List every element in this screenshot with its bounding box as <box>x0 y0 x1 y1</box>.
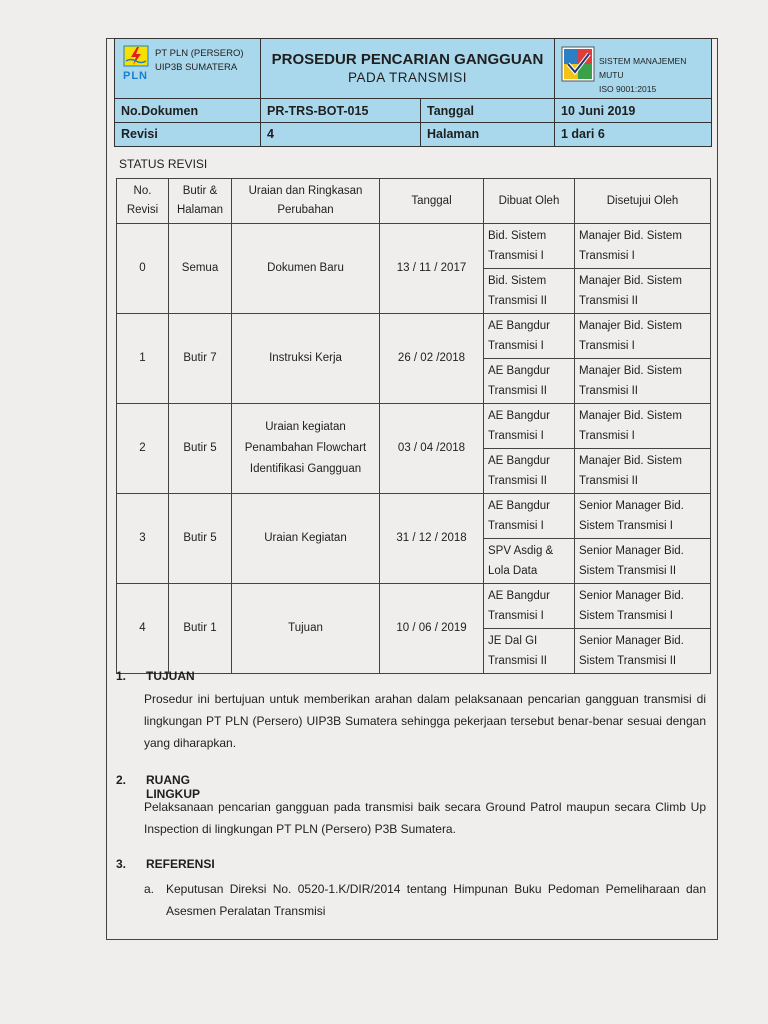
butir-cell: Semua <box>169 224 232 314</box>
dibuat-cell: AE Bangdur Transmisi I <box>484 404 575 449</box>
dibuat-cell: Bid. Sistem Transmisi II <box>484 269 575 314</box>
disetujui-cell: Manajer Bid. Sistem Transmisi II <box>575 449 711 494</box>
company-line-1: PT PLN (PERSERO) <box>155 48 244 59</box>
status-revisi-table <box>116 178 711 674</box>
tanggal-label: Tanggal <box>427 104 474 118</box>
iso-block <box>555 39 711 99</box>
status-revisi-title: STATUS REVISI <box>119 157 208 171</box>
dibuat-cell: AE Bangdur Transmisi I <box>484 494 575 539</box>
table-row <box>117 404 711 449</box>
column-header: Butir & Halaman <box>169 179 232 224</box>
section-number: 2. <box>116 773 127 787</box>
iso-certification-icon <box>561 46 595 82</box>
document-title-line-1: PROSEDUR PENCARIAN GANGGUAN <box>271 51 544 68</box>
column-header: Uraian dan Ringkasan Perubahan <box>232 179 380 224</box>
pln-logo-text: PLN <box>123 70 148 82</box>
uraian-cell: Tujuan <box>232 584 380 674</box>
halaman-value-cell <box>555 123 711 146</box>
no-dokumen-value-cell <box>261 99 421 123</box>
revisi-value: 4 <box>267 127 274 141</box>
dibuat-cell: AE Bangdur Transmisi II <box>484 449 575 494</box>
dibuat-cell: JE Dal GI Transmisi II <box>484 629 575 674</box>
company-line-2: UIP3B SUMATERA <box>155 62 238 73</box>
disetujui-cell: Manajer Bid. Sistem Transmisi I <box>575 314 711 359</box>
iso-text <box>599 54 711 96</box>
company-logo-block <box>115 39 261 99</box>
disetujui-cell: Senior Manager Bid. Sistem Transmisi I <box>575 494 711 539</box>
no-dokumen-label-cell <box>115 99 261 123</box>
section-number: 1. <box>116 669 127 683</box>
document-title-line-2: PADA TRANSMISI <box>347 70 468 85</box>
revision-number-cell: 2 <box>117 404 169 494</box>
table-row <box>117 584 711 629</box>
section-number: 3. <box>116 857 127 871</box>
uraian-cell: Uraian kegiatan Penambahan Flowchart Identifikasi Gangguan <box>232 404 380 494</box>
halaman-label-cell <box>421 123 555 146</box>
table-header-row <box>117 179 711 224</box>
revision-number-cell: 3 <box>117 494 169 584</box>
disetujui-cell: Manajer Bid. Sistem Transmisi I <box>575 224 711 269</box>
butir-cell: Butir 1 <box>169 584 232 674</box>
disetujui-cell: Manajer Bid. Sistem Transmisi II <box>575 359 711 404</box>
disetujui-cell: Senior Manager Bid. Sistem Transmisi II <box>575 539 711 584</box>
table-row <box>117 314 711 359</box>
column-header: Dibuat Oleh <box>484 179 575 224</box>
uraian-cell: Dokumen Baru <box>232 224 380 314</box>
no-dokumen-value: PR-TRS-BOT-015 <box>267 104 369 118</box>
disetujui-cell: Manajer Bid. Sistem Transmisi I <box>575 404 711 449</box>
butir-cell: Butir 5 <box>169 494 232 584</box>
halaman-label: Halaman <box>427 127 480 141</box>
revision-number-cell: 1 <box>117 314 169 404</box>
uraian-cell: Instruksi Kerja <box>232 314 380 404</box>
column-header: No. Revisi <box>117 179 169 224</box>
pln-logo-icon <box>123 45 149 67</box>
halaman-value: 1 dari 6 <box>561 127 605 141</box>
document-header <box>114 38 712 147</box>
table-row <box>117 494 711 539</box>
section-tujuan-text: Prosedur ini bertujuan untuk memberikan arahan dalam pelaksanaan pencarian gangguan transmisi di lingkungan PT PLN (Persero) UIP3B Sumatera sehingga pekerjaan tersebut benar-benar sesuai dengan yang diharapkan. <box>144 692 706 750</box>
column-header: Tanggal <box>380 179 484 224</box>
dibuat-cell: AE Bangdur Transmisi II <box>484 359 575 404</box>
tanggal-cell: 10 / 06 / 2019 <box>380 584 484 674</box>
company-name <box>155 47 244 75</box>
tanggal-value-cell <box>555 99 711 123</box>
section-title: REFERENSI <box>146 857 215 871</box>
dibuat-cell: SPV Asdig & Lola Data <box>484 539 575 584</box>
section-title: TUJUAN <box>146 669 195 683</box>
uraian-cell: Uraian Kegiatan <box>232 494 380 584</box>
section-title: RUANG LINGKUP <box>146 773 200 801</box>
revisi-label-cell <box>115 123 261 146</box>
tanggal-value: 10 Juni 2019 <box>561 104 636 118</box>
reference-letter: a. <box>144 882 155 896</box>
butir-cell: Butir 5 <box>169 404 232 494</box>
dibuat-cell: AE Bangdur Transmisi I <box>484 584 575 629</box>
dibuat-cell: AE Bangdur Transmisi I <box>484 314 575 359</box>
iso-line-2: ISO 9001:2015 <box>599 84 657 94</box>
iso-line-1: SISTEM MANAJEMEN MUTU <box>599 56 687 80</box>
section-ruang-lingkup-text: Pelaksanaan pencarian gangguan pada transmisi baik secara Ground Patrol maupun secara Climb Up Inspection di lingkungan PT PLN (Persero) P3B Sumatera. <box>144 800 706 836</box>
revision-number-cell: 0 <box>117 224 169 314</box>
revision-number-cell: 4 <box>117 584 169 674</box>
table-row <box>117 224 711 269</box>
disetujui-cell: Manajer Bid. Sistem Transmisi II <box>575 269 711 314</box>
column-header: Disetujui Oleh <box>575 179 711 224</box>
revisi-value-cell <box>261 123 421 146</box>
tanggal-label-cell <box>421 99 555 123</box>
dibuat-cell: Bid. Sistem Transmisi I <box>484 224 575 269</box>
disetujui-cell: Senior Manager Bid. Sistem Transmisi I <box>575 584 711 629</box>
revisi-label: Revisi <box>121 127 158 141</box>
no-dokumen-label: No.Dokumen <box>121 104 199 118</box>
tanggal-cell: 31 / 12 / 2018 <box>380 494 484 584</box>
butir-cell: Butir 7 <box>169 314 232 404</box>
document-title-block <box>261 39 555 99</box>
reference-text: Keputusan Direksi No. 0520-1.K/DIR/2014 tentang Himpunan Buku Pedoman Pemeliharaan dan Asesmen Peralatan Transmisi <box>166 882 706 918</box>
tanggal-cell: 13 / 11 / 2017 <box>380 224 484 314</box>
disetujui-cell: Senior Manager Bid. Sistem Transmisi II <box>575 629 711 674</box>
tanggal-cell: 03 / 04 /2018 <box>380 404 484 494</box>
tanggal-cell: 26 / 02 /2018 <box>380 314 484 404</box>
